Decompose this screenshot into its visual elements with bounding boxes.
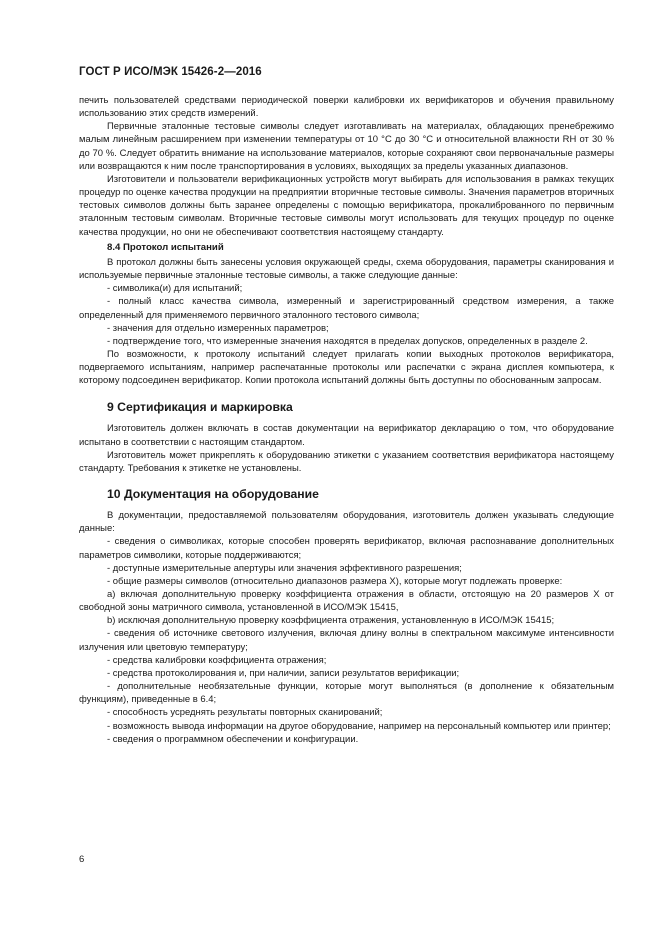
list-item: - полный класс качества символа, измеренный и зарегистрированный средством измерения, а также определенный для применяемого первичного эталонного тестового символа; [79, 296, 614, 321]
list-item: - средства протоколирования и, при наличии, записи результатов верификации; [107, 667, 460, 679]
paragraph: Изготовители и пользователи верификационных устройств могут выбирать для использования в рамках текущих процедур по оценке качества продукции на предприятии вторичные тестовые символы. Значения параметров вторичных тестовых символов должны быть заранее определены с помощью верификатора, прокалиброванного по первичным эталонным тестовым символам. Вторичные тестовые символы могут использовать для текущих процедур по оценке качества продукции, но они не обеспечивают соответствия настоящему стандарту. [79, 173, 614, 238]
list-item: - доступные измерительные апертуры или значения эффективного разрешения; [107, 562, 462, 574]
list-item: - сведения об источнике светового излучения, включая длину волны в спектральном максимуме интенсивности излучения или цветовую температуру; [79, 628, 614, 653]
list-item: a) включая дополнительную проверку коэффициента отражения в области, отстоящую на 20 размеров X от свободной зоны матричного символа, установленной в ИСО/МЭК 15415, [79, 589, 614, 614]
list-item: - сведения о символиках, которые способен проверять верификатор, включая распознавание дополнительных параметров символики, которые поддерживаются; [79, 536, 614, 561]
paragraph: В протокол должны быть занесены условия окружающей среды, схема оборудования, параметры сканирования и используемые первичные эталонные тестовые символы, а также следующие данные: [79, 256, 614, 282]
section-heading: 9 Сертификация и маркировка [107, 400, 293, 415]
list-item: - подтверждение того, что измеренные значения находятся в пределах допусков, определенных в разделе 2. [107, 335, 588, 347]
list-item: - дополнительные необязательные функции, которые могут выполняться (в дополнение к обязательным функциям), приведенные в 6.4; [79, 681, 614, 706]
paragraph: печить пользователей средствами периодической поверки калибровки их верификаторов и обучения правильному использованию этих средств измерений. [79, 95, 614, 120]
list-item: b) исключая дополнительную проверку коэффициента отражения, установленную в ИСО/МЭК 15415; [107, 615, 555, 627]
list-item: - возможность вывода информации на другое оборудование, например на персональный компьютер или принтер; [107, 720, 611, 732]
paragraph: В документации, предоставляемой пользователям оборудования, изготовитель должен указывать следующие данные: [79, 510, 614, 535]
document-header: ГОСТ Р ИСО/МЭК 15426-2—2016 [79, 66, 262, 78]
subsection-heading: 8.4 Протокол испытаний [107, 241, 224, 253]
paragraph: Изготовитель должен включать в состав документации на верификатор декларацию о том, что оборудование испытано в соответствии с настоящим стандартом. [79, 423, 614, 448]
list-item: - способность усреднять результаты повторных сканирований; [107, 707, 383, 719]
paragraph: Изготовитель может прикреплять к оборудованию этикетки с указанием соответствия верификатора настоящему стандарту. Требования к этикетке не установлены. [79, 449, 614, 474]
paragraph: Первичные эталонные тестовые символы следует изготавливать на материалах, обладающих пренебрежимо малым линейным расширением при изменении температуры от 10 °С до 30 °С и относительной влажности RH от 30 % до 70 %. Следует обратить внимание на использование материалов, которые сохраняют свои первоначальные размеры или возвращаются к ним после транспортирования в условиях, выходящих за пределы указанных диапазонов. [79, 121, 614, 172]
list-item: - сведения о программном обеспечении и конфигурации. [107, 733, 359, 745]
page-number: 6 [79, 854, 85, 865]
section-heading: 10 Документация на оборудование [107, 487, 319, 502]
list-item: - значения для отдельно измеренных параметров; [107, 322, 329, 334]
list-item: - символика(и) для испытаний; [107, 283, 243, 295]
list-item: - общие размеры символов (относительно диапазонов размера X), которые могут подлежать проверке: [107, 575, 563, 587]
list-item: - средства калибровки коэффициента отражения; [107, 654, 327, 666]
paragraph: По возможности, к протоколу испытаний следует прилагать копии выходных протоколов верификатора, подвергаемого испытаниям, например распечатанные протоколы или распечатки с экрана дисплея компьютера, к которому подсоединен верификатор. Копии протокола испытаний должны быть доступны по обоснованным запросам. [79, 348, 614, 387]
document-body [79, 94, 614, 746]
